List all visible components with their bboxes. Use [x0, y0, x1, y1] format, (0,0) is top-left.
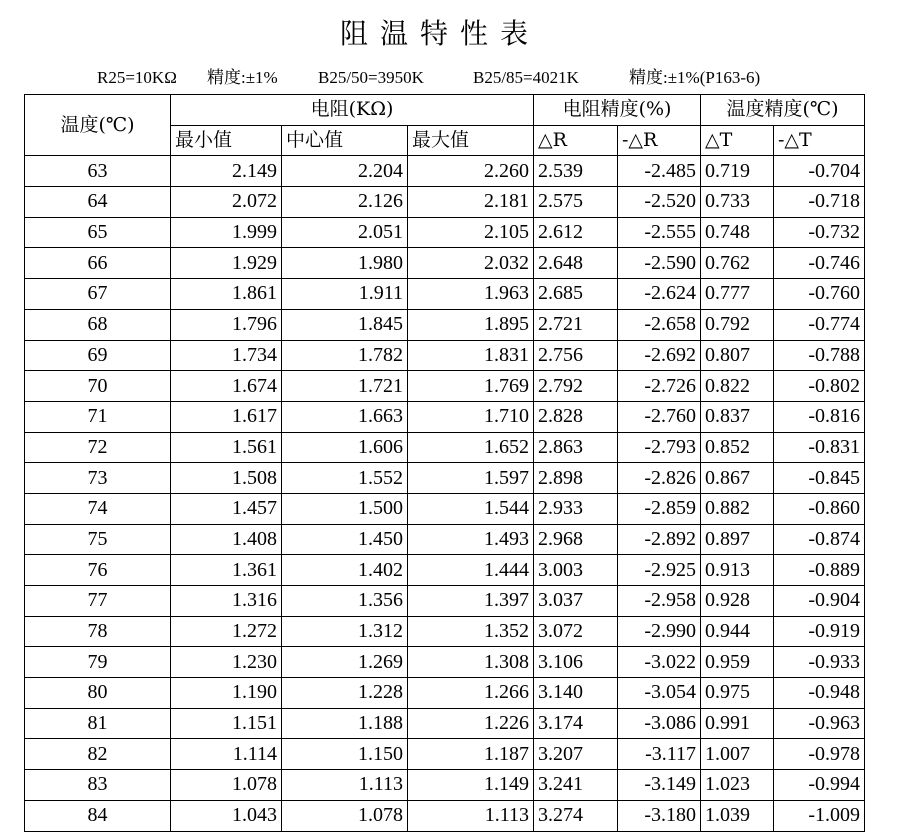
cell-delta-r: 3.140	[534, 678, 618, 709]
cell-temperature: 72	[25, 432, 171, 463]
cell-delta-t: 0.991	[701, 708, 774, 739]
cell-temperature: 82	[25, 739, 171, 770]
cell-temperature: 78	[25, 616, 171, 647]
cell-min: 1.078	[171, 770, 282, 801]
cell-delta-r: 2.539	[534, 156, 618, 187]
cell-neg-delta-t: -0.860	[774, 493, 865, 524]
table-row	[25, 248, 865, 279]
cell-neg-delta-r: -2.658	[618, 309, 701, 340]
cell-delta-t: 0.777	[701, 279, 774, 310]
cell-neg-delta-t: -0.889	[774, 555, 865, 586]
table-row	[25, 586, 865, 617]
table-row	[25, 678, 865, 709]
cell-max: 1.895	[408, 309, 534, 340]
cell-temperature: 64	[25, 187, 171, 218]
cell-max: 1.444	[408, 555, 534, 586]
cell-max: 2.032	[408, 248, 534, 279]
cell-max: 1.710	[408, 401, 534, 432]
cell-max: 2.181	[408, 187, 534, 218]
cell-neg-delta-t: -0.978	[774, 739, 865, 770]
cell-min: 1.796	[171, 309, 282, 340]
table-row	[25, 340, 865, 371]
cell-min: 1.190	[171, 678, 282, 709]
cell-neg-delta-r: -2.692	[618, 340, 701, 371]
cell-max: 1.597	[408, 463, 534, 494]
table-row	[25, 770, 865, 801]
cell-temperature: 69	[25, 340, 171, 371]
spec-b25-50: B25/50=3950K	[318, 68, 424, 87]
table-row	[25, 309, 865, 340]
table-header-row	[25, 95, 865, 126]
header-max: 最大值	[408, 125, 534, 156]
cell-max: 2.260	[408, 156, 534, 187]
cell-neg-delta-t: -0.933	[774, 647, 865, 678]
cell-min: 2.072	[171, 187, 282, 218]
cell-temperature: 83	[25, 770, 171, 801]
cell-delta-t: 0.733	[701, 187, 774, 218]
cell-center: 2.126	[282, 187, 408, 218]
cell-center: 1.980	[282, 248, 408, 279]
cell-max: 2.105	[408, 217, 534, 248]
cell-delta-r: 2.968	[534, 524, 618, 555]
cell-temperature: 67	[25, 279, 171, 310]
cell-temperature: 77	[25, 586, 171, 617]
header-resistance-precision: 电阻精度(%)	[534, 95, 701, 126]
cell-min: 1.114	[171, 739, 282, 770]
cell-neg-delta-r: -2.485	[618, 156, 701, 187]
cell-max: 1.397	[408, 586, 534, 617]
cell-center: 1.312	[282, 616, 408, 647]
cell-neg-delta-t: -0.845	[774, 463, 865, 494]
cell-neg-delta-t: -1.009	[774, 800, 865, 831]
table-row	[25, 708, 865, 739]
cell-neg-delta-r: -2.990	[618, 616, 701, 647]
cell-min: 1.272	[171, 616, 282, 647]
cell-neg-delta-r: -2.624	[618, 279, 701, 310]
cell-center: 1.450	[282, 524, 408, 555]
cell-max: 1.963	[408, 279, 534, 310]
cell-delta-t: 0.837	[701, 401, 774, 432]
cell-neg-delta-t: -0.760	[774, 279, 865, 310]
cell-max: 1.226	[408, 708, 534, 739]
cell-delta-r: 2.612	[534, 217, 618, 248]
header-neg-delta-r: -△R	[618, 125, 701, 156]
cell-neg-delta-r: -2.859	[618, 493, 701, 524]
cell-delta-t: 0.792	[701, 309, 774, 340]
cell-min: 1.508	[171, 463, 282, 494]
cell-center: 1.845	[282, 309, 408, 340]
cell-center: 1.188	[282, 708, 408, 739]
cell-delta-r: 2.863	[534, 432, 618, 463]
cell-neg-delta-r: -3.117	[618, 739, 701, 770]
header-resistance: 电阻(KΩ)	[171, 95, 534, 126]
cell-neg-delta-t: -0.802	[774, 371, 865, 402]
cell-neg-delta-r: -3.022	[618, 647, 701, 678]
cell-center: 1.269	[282, 647, 408, 678]
cell-min: 1.861	[171, 279, 282, 310]
cell-delta-t: 1.023	[701, 770, 774, 801]
cell-delta-t: 0.913	[701, 555, 774, 586]
table-row	[25, 739, 865, 770]
cell-neg-delta-t: -0.919	[774, 616, 865, 647]
cell-neg-delta-r: -3.054	[618, 678, 701, 709]
cell-delta-r: 2.575	[534, 187, 618, 218]
cell-min: 1.361	[171, 555, 282, 586]
table-row	[25, 371, 865, 402]
cell-temperature: 73	[25, 463, 171, 494]
spec-r25: R25=10KΩ	[97, 68, 177, 87]
cell-temperature: 84	[25, 800, 171, 831]
cell-min: 2.149	[171, 156, 282, 187]
cell-max: 1.352	[408, 616, 534, 647]
cell-neg-delta-r: -2.826	[618, 463, 701, 494]
cell-neg-delta-r: -2.925	[618, 555, 701, 586]
cell-delta-t: 0.959	[701, 647, 774, 678]
cell-delta-r: 2.685	[534, 279, 618, 310]
cell-delta-t: 1.007	[701, 739, 774, 770]
cell-min: 1.617	[171, 401, 282, 432]
cell-neg-delta-r: -2.726	[618, 371, 701, 402]
cell-max: 1.113	[408, 800, 534, 831]
cell-center: 1.552	[282, 463, 408, 494]
cell-max: 1.493	[408, 524, 534, 555]
table-row	[25, 401, 865, 432]
cell-neg-delta-r: -3.149	[618, 770, 701, 801]
cell-center: 1.782	[282, 340, 408, 371]
cell-delta-t: 0.975	[701, 678, 774, 709]
cell-neg-delta-t: -0.774	[774, 309, 865, 340]
cell-neg-delta-t: -0.788	[774, 340, 865, 371]
cell-center: 1.356	[282, 586, 408, 617]
cell-max: 1.652	[408, 432, 534, 463]
cell-temperature: 81	[25, 708, 171, 739]
cell-temperature: 76	[25, 555, 171, 586]
cell-neg-delta-r: -2.760	[618, 401, 701, 432]
cell-neg-delta-r: -2.892	[618, 524, 701, 555]
cell-min: 1.316	[171, 586, 282, 617]
cell-min: 1.929	[171, 248, 282, 279]
cell-neg-delta-t: -0.816	[774, 401, 865, 432]
document-title: 阻温特性表	[339, 17, 540, 50]
cell-temperature: 65	[25, 217, 171, 248]
cell-delta-r: 2.756	[534, 340, 618, 371]
cell-temperature: 70	[25, 371, 171, 402]
cell-max: 1.266	[408, 678, 534, 709]
cell-neg-delta-t: -0.746	[774, 248, 865, 279]
cell-center: 2.204	[282, 156, 408, 187]
cell-delta-t: 1.039	[701, 800, 774, 831]
spec-b25-85: B25/85=4021K	[473, 68, 579, 87]
cell-delta-r: 2.933	[534, 493, 618, 524]
table-row	[25, 187, 865, 218]
cell-center: 1.663	[282, 401, 408, 432]
cell-delta-r: 2.792	[534, 371, 618, 402]
spec-precision: 精度:±1%	[207, 68, 278, 87]
cell-temperature: 74	[25, 493, 171, 524]
table-row	[25, 800, 865, 831]
cell-delta-r: 3.106	[534, 647, 618, 678]
cell-neg-delta-t: -0.963	[774, 708, 865, 739]
cell-delta-t: 0.852	[701, 432, 774, 463]
cell-delta-t: 0.897	[701, 524, 774, 555]
cell-delta-r: 3.037	[534, 586, 618, 617]
header-min: 最小值	[171, 125, 282, 156]
cell-min: 1.999	[171, 217, 282, 248]
cell-delta-t: 0.719	[701, 156, 774, 187]
table-row	[25, 432, 865, 463]
cell-temperature: 80	[25, 678, 171, 709]
cell-delta-t: 0.944	[701, 616, 774, 647]
header-neg-delta-t: -△T	[774, 125, 865, 156]
cell-neg-delta-t: -0.718	[774, 187, 865, 218]
cell-neg-delta-r: -2.793	[618, 432, 701, 463]
resistance-temperature-table	[24, 94, 865, 832]
cell-min: 1.043	[171, 800, 282, 831]
cell-neg-delta-t: -0.732	[774, 217, 865, 248]
cell-neg-delta-r: -2.958	[618, 586, 701, 617]
cell-neg-delta-r: -3.086	[618, 708, 701, 739]
cell-temperature: 79	[25, 647, 171, 678]
cell-min: 1.457	[171, 493, 282, 524]
cell-delta-t: 0.882	[701, 493, 774, 524]
cell-delta-r: 3.241	[534, 770, 618, 801]
cell-max: 1.308	[408, 647, 534, 678]
table-row	[25, 217, 865, 248]
cell-delta-t: 0.762	[701, 248, 774, 279]
cell-min: 1.734	[171, 340, 282, 371]
cell-delta-t: 0.822	[701, 371, 774, 402]
cell-neg-delta-r: -3.180	[618, 800, 701, 831]
table-row	[25, 647, 865, 678]
cell-center: 1.606	[282, 432, 408, 463]
cell-delta-t: 0.748	[701, 217, 774, 248]
cell-max: 1.831	[408, 340, 534, 371]
cell-temperature: 63	[25, 156, 171, 187]
table-row	[25, 156, 865, 187]
cell-delta-r: 2.648	[534, 248, 618, 279]
cell-neg-delta-r: -2.555	[618, 217, 701, 248]
table-row	[25, 279, 865, 310]
cell-center: 1.078	[282, 800, 408, 831]
cell-center: 2.051	[282, 217, 408, 248]
table-row	[25, 616, 865, 647]
cell-temperature: 75	[25, 524, 171, 555]
cell-neg-delta-t: -0.904	[774, 586, 865, 617]
cell-neg-delta-r: -2.590	[618, 248, 701, 279]
cell-neg-delta-r: -2.520	[618, 187, 701, 218]
header-temperature-precision: 温度精度(℃)	[701, 95, 865, 126]
cell-delta-r: 3.072	[534, 616, 618, 647]
spec-precision-part: 精度:±1%(P163-6)	[629, 68, 761, 87]
cell-neg-delta-t: -0.831	[774, 432, 865, 463]
cell-center: 1.228	[282, 678, 408, 709]
cell-delta-t: 0.867	[701, 463, 774, 494]
header-temperature: 温度(℃)	[25, 95, 171, 156]
header-delta-t: △T	[701, 125, 774, 156]
cell-max: 1.544	[408, 493, 534, 524]
table-row	[25, 463, 865, 494]
cell-delta-r: 3.174	[534, 708, 618, 739]
table-body	[25, 156, 865, 831]
cell-temperature: 71	[25, 401, 171, 432]
cell-neg-delta-t: -0.704	[774, 156, 865, 187]
cell-delta-r: 2.828	[534, 401, 618, 432]
cell-center: 1.113	[282, 770, 408, 801]
cell-delta-r: 3.207	[534, 739, 618, 770]
cell-min: 1.408	[171, 524, 282, 555]
table-row	[25, 493, 865, 524]
cell-delta-r: 3.003	[534, 555, 618, 586]
cell-delta-t: 0.928	[701, 586, 774, 617]
cell-delta-r: 2.898	[534, 463, 618, 494]
cell-temperature: 66	[25, 248, 171, 279]
cell-center: 1.402	[282, 555, 408, 586]
cell-center: 1.150	[282, 739, 408, 770]
cell-max: 1.769	[408, 371, 534, 402]
cell-max: 1.149	[408, 770, 534, 801]
cell-neg-delta-t: -0.948	[774, 678, 865, 709]
table-row	[25, 524, 865, 555]
cell-center: 1.500	[282, 493, 408, 524]
cell-neg-delta-t: -0.874	[774, 524, 865, 555]
cell-delta-r: 3.274	[534, 800, 618, 831]
cell-min: 1.151	[171, 708, 282, 739]
header-center: 中心值	[282, 125, 408, 156]
cell-temperature: 68	[25, 309, 171, 340]
cell-delta-r: 2.721	[534, 309, 618, 340]
cell-delta-t: 0.807	[701, 340, 774, 371]
table-row	[25, 555, 865, 586]
cell-center: 1.911	[282, 279, 408, 310]
cell-max: 1.187	[408, 739, 534, 770]
cell-min: 1.230	[171, 647, 282, 678]
header-delta-r: △R	[534, 125, 618, 156]
cell-min: 1.674	[171, 371, 282, 402]
cell-min: 1.561	[171, 432, 282, 463]
cell-center: 1.721	[282, 371, 408, 402]
cell-neg-delta-t: -0.994	[774, 770, 865, 801]
